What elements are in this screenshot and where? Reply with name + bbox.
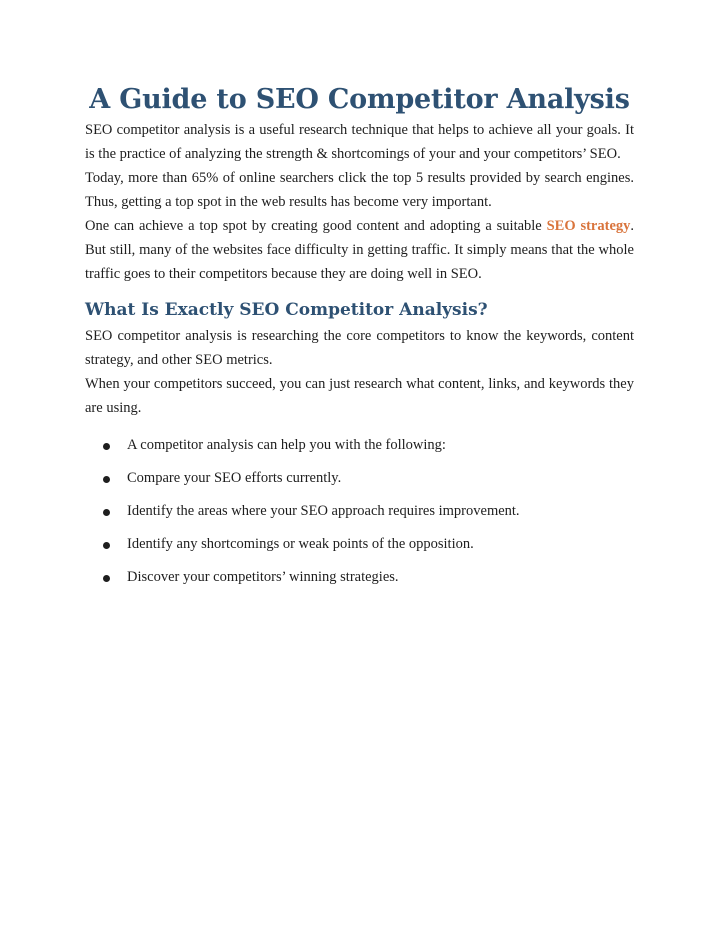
bullet-icon xyxy=(103,575,110,582)
strategy-paragraph-text-after: . But still, many of the websites face difficulty in getting traffic. It simply means that the whole traffic goes to their competitors because they are doing well in SEO. xyxy=(85,218,634,282)
strategy-paragraph xyxy=(85,214,634,286)
intro-paragraph: SEO competitor analysis is a useful research technique that helps to achieve all your goals. It is the practice of analyzing the strength & shortcomings of your and your competitors’ SEO. xyxy=(85,122,634,162)
list-item-text: A competitor analysis can help you with the following: xyxy=(127,437,446,453)
list-item-text: Discover your competitors’ winning strategies. xyxy=(127,569,399,585)
list-item-text: Identify any shortcomings or weak points of the opposition. xyxy=(127,536,474,552)
section-heading: What Is Exactly SEO Competitor Analysis? xyxy=(85,300,488,320)
list-item-text: Compare your SEO efforts currently. xyxy=(127,470,342,486)
research-paragraph: When your competitors succeed, you can just research what content, links, and keywords they are using. xyxy=(85,376,634,416)
bullet-icon xyxy=(103,476,110,483)
list-item-text: Identify the areas where your SEO approach requires improvement. xyxy=(127,503,520,519)
definition-paragraph: SEO competitor analysis is researching the core competitors to know the keywords, content strategy, and other SEO metrics. xyxy=(85,328,634,368)
bullet-list xyxy=(85,433,634,589)
bullet-icon xyxy=(103,443,110,450)
statistics-paragraph: Today, more than 65% of online searchers click the top 5 results provided by search engines. Thus, getting a top spot in the web results has become very important. xyxy=(85,170,634,210)
strategy-paragraph-text-before: One can achieve a top spot by creating good content and adopting a suitable xyxy=(85,218,547,234)
list-item xyxy=(103,499,634,523)
list-item xyxy=(103,433,634,457)
bullet-icon xyxy=(103,542,110,549)
bullet-icon xyxy=(103,509,110,516)
page-title: A Guide to SEO Competitor Analysis xyxy=(89,84,630,115)
list-item xyxy=(103,532,634,556)
list-item xyxy=(103,466,634,490)
seo-strategy-link[interactable]: SEO strategy xyxy=(546,218,631,234)
list-item xyxy=(103,565,634,589)
